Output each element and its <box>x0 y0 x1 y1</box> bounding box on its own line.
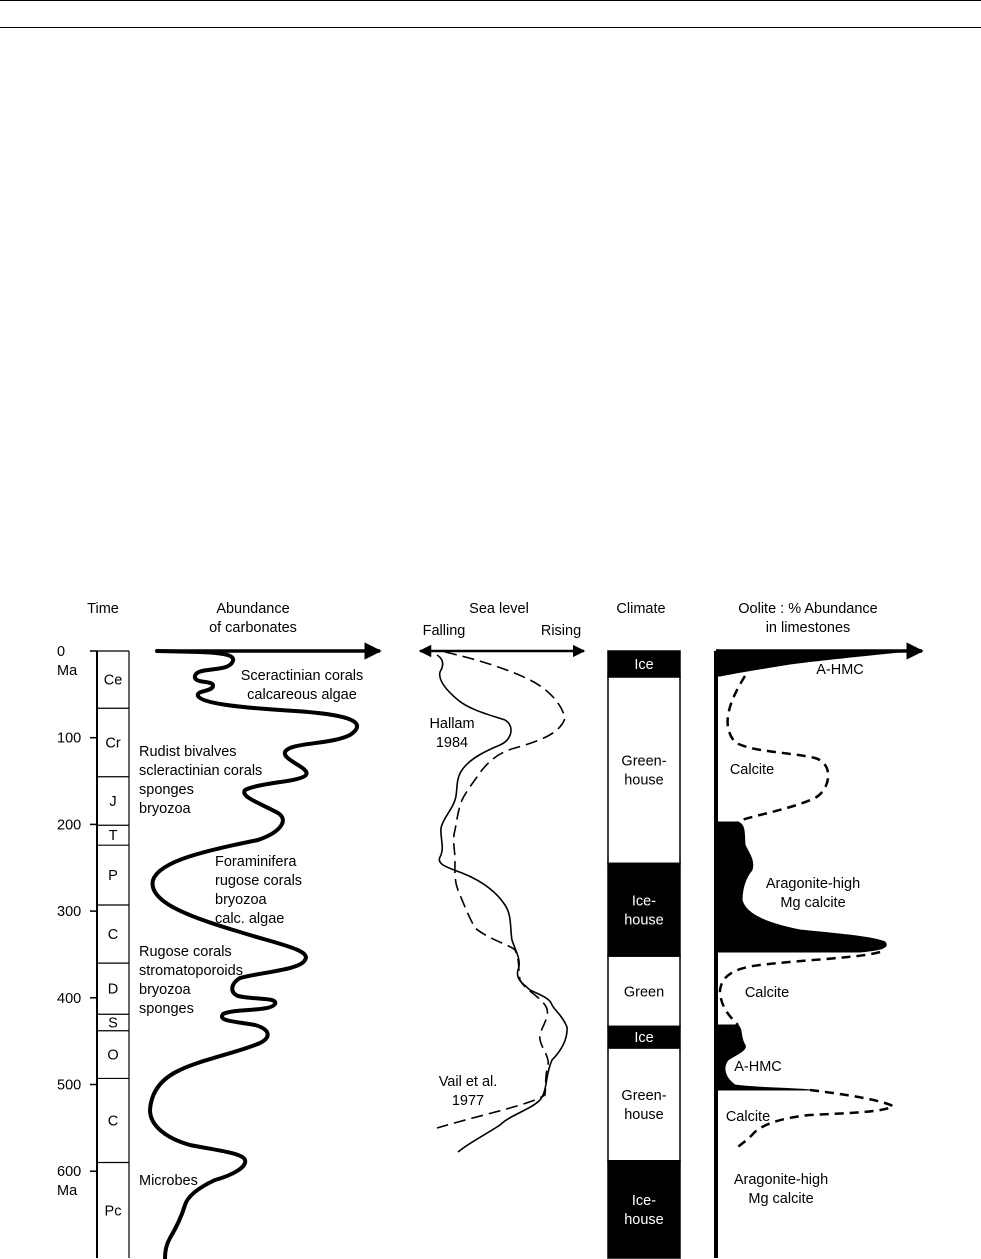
time-tick-label: 400 <box>57 990 82 1007</box>
oolite-mineralogy-label: Calcite <box>729 762 775 778</box>
climate-band-label: house <box>624 1211 664 1228</box>
climate-band-label: Ice- <box>631 893 657 910</box>
climate-band-label: Ice <box>634 657 654 674</box>
period-label: P <box>108 868 118 885</box>
climate-band-label: Ice- <box>631 1192 657 1209</box>
header-climate: Climate <box>616 601 666 617</box>
period-label: S <box>108 1015 118 1032</box>
carbonate-group-label: Rugose corals <box>139 944 232 960</box>
oolite-mineralogy-label: Aragonite-high <box>765 876 861 892</box>
carbonate-group-label: scleractinian corals <box>139 763 263 779</box>
climate-band-label: Green <box>623 984 665 1001</box>
time-tick-label: Ma <box>57 1183 78 1200</box>
sea-level-curve-label: 1977 <box>451 1093 485 1109</box>
carbonate-group-label: Microbes <box>139 1173 198 1189</box>
time-column <box>97 651 129 1258</box>
period-label: C <box>107 927 119 944</box>
carbonate-group-label: bryozoa <box>139 982 191 998</box>
climate-icehouse-band <box>608 1161 680 1258</box>
oolite-calcite-curve-upper <box>728 676 829 822</box>
time-tick-label: 0 <box>57 644 66 660</box>
climate-column <box>608 651 680 1258</box>
header-oolite-line2: in limestones <box>765 620 851 636</box>
oolite-mineralogy-label: A-HMC <box>734 1059 782 1075</box>
climate-band-label: house <box>624 1106 664 1123</box>
carbonate-group-label: bryozoa <box>215 892 267 908</box>
carbonate-label-group <box>139 668 363 1189</box>
sea-level-curve-label: Vail et al. <box>438 1074 498 1090</box>
sea-level-curve-label: 1984 <box>435 735 469 751</box>
oolite-mineralogy-label: Aragonite-high <box>733 1172 829 1188</box>
header-abundance-line1: Abundance <box>216 601 290 617</box>
time-tick-label: 300 <box>57 904 82 921</box>
header-sea-level: Sea level <box>469 601 529 617</box>
time-tick-label: Ma <box>57 663 78 679</box>
carbonate-group-label: Rudist bivalves <box>139 744 237 760</box>
carbonate-group-label: bryozoa <box>139 801 191 817</box>
carbonate-group-label: calc. algae <box>215 911 285 927</box>
period-label: O <box>107 1047 119 1064</box>
climate-icehouse-band <box>608 863 680 956</box>
carbonate-group-label: Sceractinian corals <box>240 668 364 684</box>
carbonate-group-label: Foraminifera <box>215 854 297 870</box>
oolite-mineralogy-label: Calcite <box>744 985 790 1001</box>
period-label: T <box>108 828 118 845</box>
header-oolite-line1: Oolite : % Abundance <box>738 601 878 617</box>
sea-level-rising-label: Rising <box>540 623 582 639</box>
oolite-aragonite-fill-cenozoic <box>716 651 900 676</box>
time-tick-label: 600 <box>57 1164 82 1181</box>
climate-band-label: Ice <box>634 1030 654 1047</box>
carbonate-group-label: sponges <box>139 1001 194 1017</box>
period-label: Ce <box>103 672 123 689</box>
climate-greenhouse-band <box>608 677 680 863</box>
carbonate-group-label: sponges <box>139 782 194 798</box>
climate-band-label: Green- <box>621 1087 667 1104</box>
carbonate-group-label: rugose corals <box>215 873 303 889</box>
sea-level-falling-label: Falling <box>422 623 466 639</box>
time-tick-label: 500 <box>57 1077 82 1094</box>
header-abundance-line2: of carbonates <box>209 620 297 636</box>
climate-band-label: Green- <box>621 753 667 770</box>
time-tick-label: 200 <box>57 817 82 834</box>
period-label: J <box>109 793 117 810</box>
header-time: Time <box>87 601 119 617</box>
oolite-aragonite-fill-ordovician <box>716 1025 810 1090</box>
sea-level-label-group <box>429 716 497 1109</box>
oolite-mineralogy-label: Mg calcite <box>748 1191 814 1207</box>
period-label: C <box>107 1113 119 1130</box>
oolite-mineralogy-label: Mg calcite <box>780 895 846 911</box>
sea-level-curve-label: Hallam <box>429 716 475 732</box>
climate-greenhouse-band <box>608 1048 680 1161</box>
period-label: D <box>107 981 119 998</box>
oolite-mineralogy-label: A-HMC <box>816 662 864 678</box>
climate-band-label: house <box>624 912 664 929</box>
climate-band-label: house <box>624 772 664 789</box>
period-label: Pc <box>104 1203 122 1220</box>
oolite-mineralogy-label: Calcite <box>725 1109 771 1125</box>
period-label: Cr <box>105 735 121 752</box>
time-tick-labels <box>57 644 97 1199</box>
carbonate-group-label: calcareous algae <box>247 687 357 703</box>
carbonate-group-label: stromatoporoids <box>139 963 243 979</box>
time-tick-label: 100 <box>57 730 82 747</box>
